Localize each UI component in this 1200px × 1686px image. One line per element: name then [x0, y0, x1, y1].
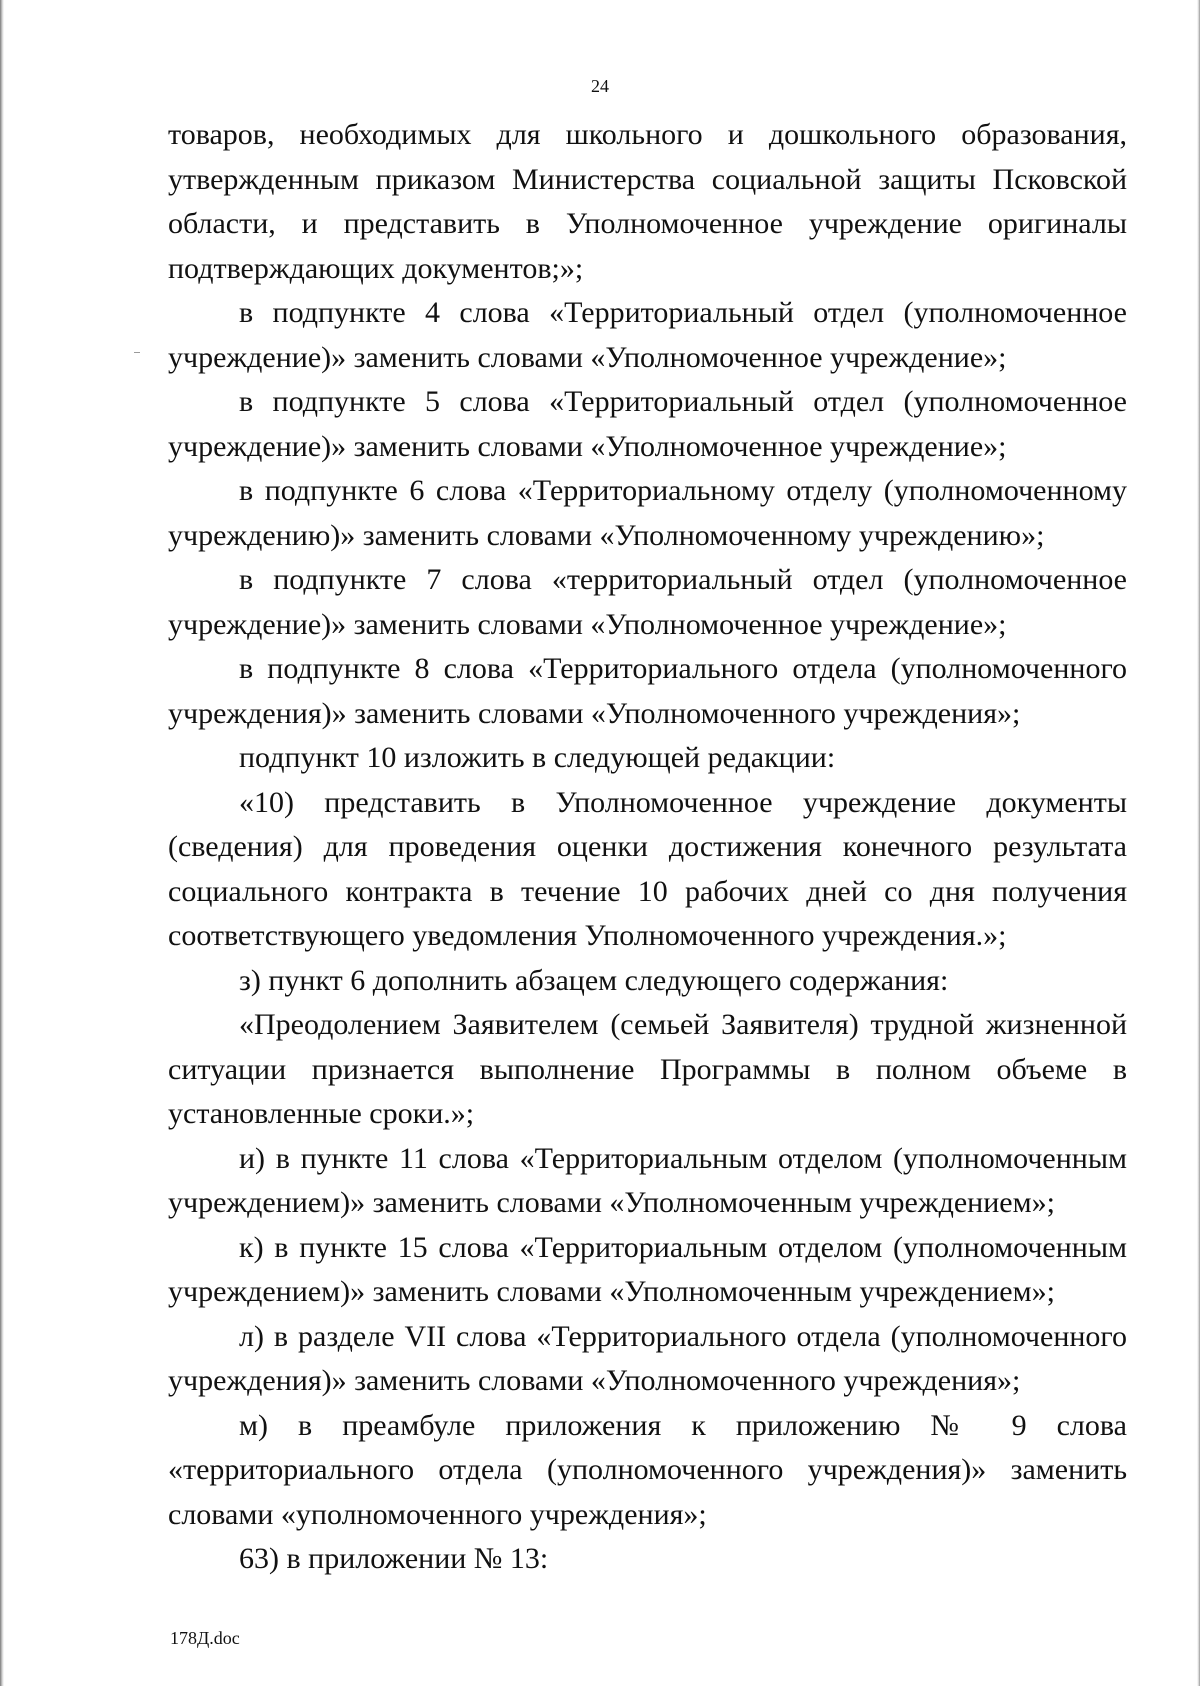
paragraph-item-z-text: «Преодолением Заявителем (семьей Заявителя) трудной жизненной ситуации признается выполнение Программы в полном объеме в установленные сроки.»; — [168, 1008, 1127, 1130]
paragraph-subitem-10-text: «10) представить в Уполномоченное учреждение документы (сведения) для проведения оценки достижения конечного результата социального контракта в течение 10 рабочих дней со дня получения соответствующего уведомления Уполномоченного учреждения.»; — [168, 785, 1127, 952]
paragraph-item-63: 63) в приложении № 13: — [239, 1542, 549, 1575]
paragraph-continuation: товаров, необходимых для школьного и дошкольного образования, утвержденным приказом Министерства социальной защиты Псковской области, и представить в Уполномоченное учреждение оригиналы подтверждающих документов;»; — [168, 118, 1127, 285]
paragraph-item-z: з) пункт 6 дополнить абзацем следующего содержания: — [239, 963, 949, 997]
paragraph-subitem-7: в подпункте 7 слова «территориальный отдел (уполномоченное учреждение)» заменить словами «Уполномоченное учреждение»; — [168, 563, 1127, 641]
paragraph-subitem-4: в подпункте 4 слова «Территориальный отдел (уполномоченное учреждение)» заменить словами «Уполномоченное учреждение»; — [168, 296, 1127, 374]
margin-mark — [134, 352, 140, 353]
paragraph-item-k: к) в пункте 15 слова «Территориальным отделом (уполномоченным учреждением)» заменить словами «Уполномоченным учреждением»; — [168, 1230, 1127, 1308]
paragraph-subitem-6: в подпункте 6 слова «Территориальному отделу (уполномоченному учреждению)» заменить словами «Уполномоченному учреждению»; — [168, 474, 1127, 552]
paragraph-item-l: л) в разделе VII слова «Территориального отдела (уполномоченного учреждения)» заменить словами «Уполномоченного учреждения»; — [168, 1319, 1127, 1397]
paragraph-subitem-5: в подпункте 5 слова «Территориальный отдел (уполномоченное учреждение)» заменить словами «Уполномоченное учреждение»; — [168, 385, 1127, 463]
paragraph-subitem-10-intro: подпункт 10 изложить в следующей редакции: — [239, 741, 836, 774]
document-body — [168, 113, 1127, 1582]
page-number: 24 — [591, 76, 609, 96]
paragraph-subitem-8: в подпункте 8 слова «Территориального отдела (уполномоченного учреждения)» заменить словами «Уполномоченного учреждения»; — [168, 652, 1127, 730]
paragraph-item-m: м) в преамбуле приложения к приложению № 9 слова «территориального отдела (уполномоченного учреждения)» заменить словами «уполномоченного учреждения»; — [168, 1408, 1127, 1531]
footer-filename: 178Д.doc — [170, 1628, 240, 1648]
paragraph-item-i: и) в пункте 11 слова «Территориальным отделом (уполномоченным учреждением)» заменить словами «Уполномоченным учреждением»; — [168, 1141, 1127, 1219]
scan-edge-left — [0, 0, 4, 1686]
